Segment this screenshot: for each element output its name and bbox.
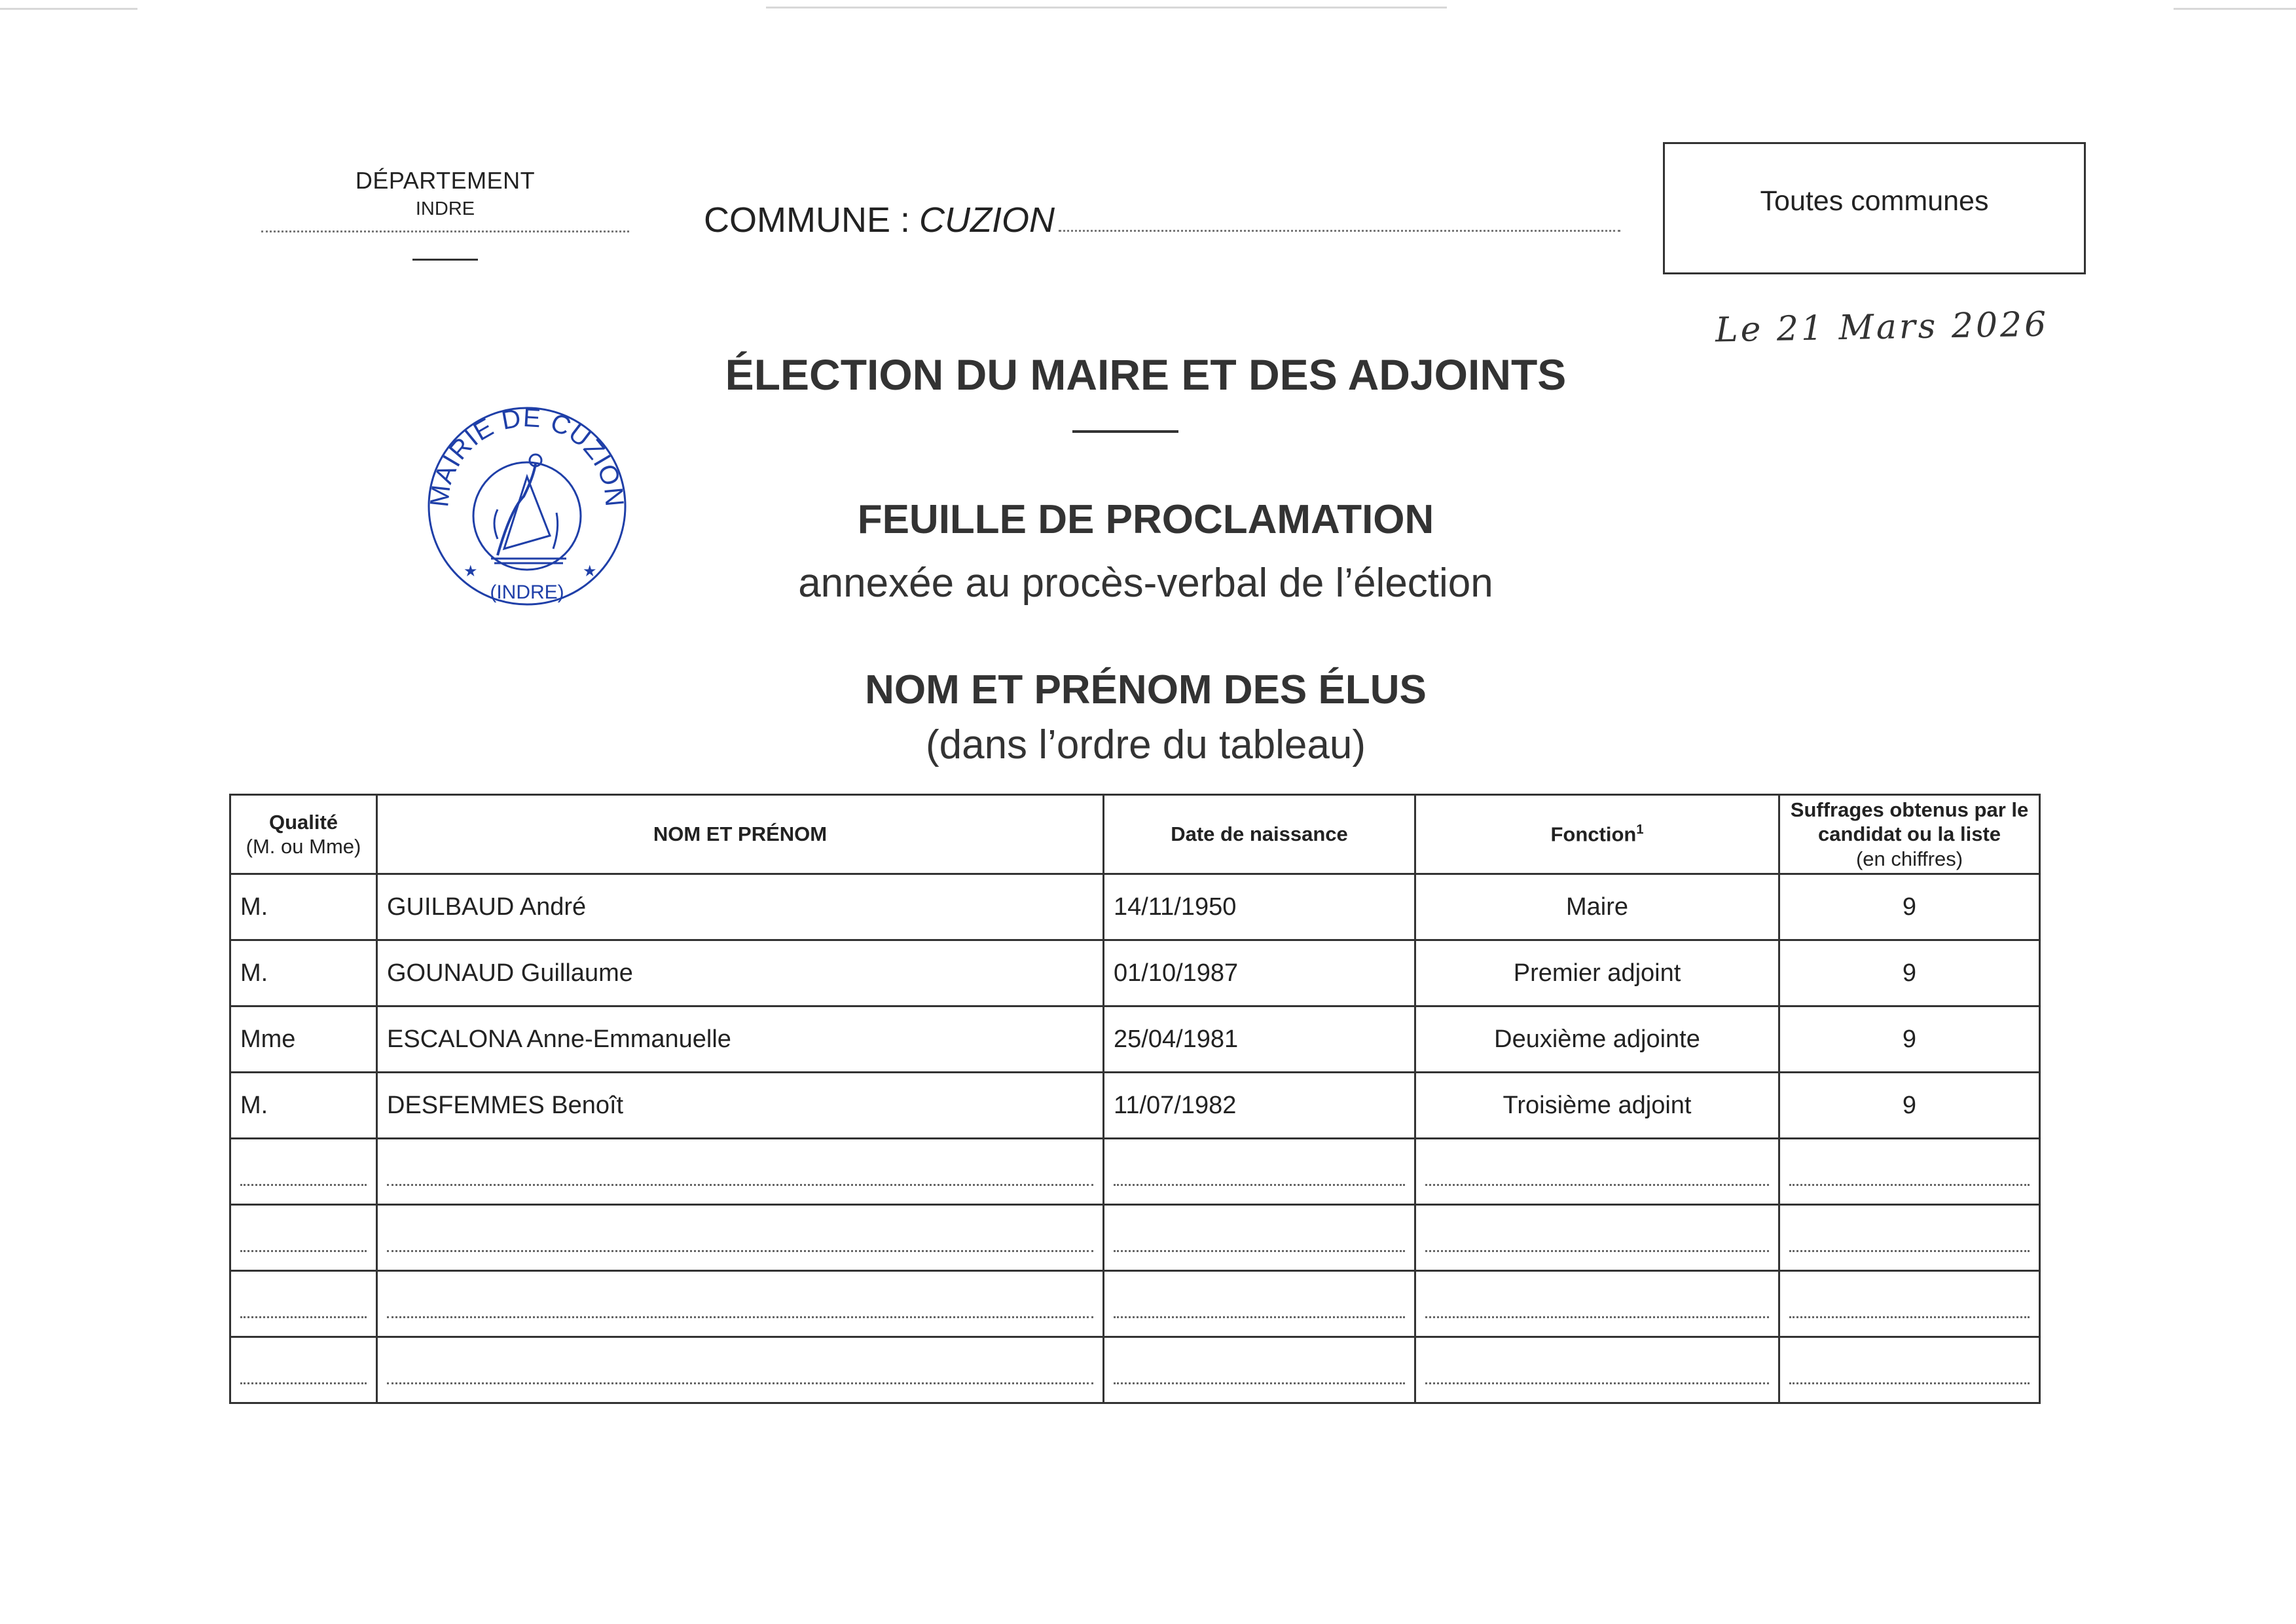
empty-cell: [1415, 1271, 1779, 1337]
header-fonction: [1415, 795, 1779, 874]
header-qualite-label: Qualité: [268, 810, 338, 834]
table-row: [230, 874, 2040, 940]
table-row-empty: [230, 1271, 2040, 1337]
seal-top-text: MAIRIE DE CUZION: [425, 403, 629, 509]
cell-nom: ESCALONA Anne-Emmanuelle: [377, 1006, 1104, 1073]
cell-fonction: Premier adjoint: [1415, 940, 1779, 1006]
names-subtitle: (dans l’ordre du tableau): [925, 722, 1366, 767]
header-fonction-label: Fonction: [1550, 822, 1637, 846]
table-row-empty: [230, 1205, 2040, 1271]
scan-edge-mark: [0, 8, 137, 10]
empty-cell: [230, 1337, 377, 1403]
cell-nom: GOUNAUD Guillaume: [377, 940, 1104, 1006]
seal-star-icon: ★: [464, 562, 478, 580]
empty-cell: [230, 1139, 377, 1205]
cell-date: 01/10/1987: [1104, 940, 1415, 1006]
commune-dotted-line: [1059, 230, 1620, 232]
cell-qualite: M.: [230, 940, 377, 1006]
header-nom: NOM ET PRÉNOM: [377, 795, 1104, 874]
main-title: ÉLECTION DU MAIRE ET DES ADJOINTS: [725, 350, 1567, 399]
header-qualite-sub: (M. ou Mme): [246, 835, 361, 858]
empty-cell: [1779, 1337, 2040, 1403]
header-suffrages: [1779, 795, 2040, 874]
seal-star-icon: ★: [583, 562, 597, 580]
empty-cell: [1104, 1139, 1415, 1205]
empty-cell: [1415, 1337, 1779, 1403]
empty-cell: [1415, 1205, 1779, 1271]
empty-cell: [230, 1205, 377, 1271]
cell-qualite: Mme: [230, 1006, 377, 1073]
seal-bottom-text: (INDRE): [490, 581, 564, 603]
commune-label: COMMUNE :: [704, 200, 910, 240]
empty-cell: [1415, 1139, 1779, 1205]
cell-nom: GUILBAUD André: [377, 874, 1104, 940]
empty-cell: [1104, 1337, 1415, 1403]
empty-cell: [377, 1271, 1104, 1337]
table-row-empty: [230, 1337, 2040, 1403]
cell-suffrages: 9: [1779, 874, 2040, 940]
cell-qualite: M.: [230, 874, 377, 940]
empty-cell: [1104, 1205, 1415, 1271]
names-title: NOM ET PRÉNOM DES ÉLUS: [865, 667, 1427, 712]
header-suffrages-sub: (en chiffres): [1855, 847, 1963, 870]
commune-name: CUZION: [919, 200, 1055, 240]
table-row-empty: [230, 1139, 2040, 1205]
header-suffrages-label: Suffrages obtenus par le candidat ou la liste: [1790, 798, 2029, 846]
departement-dash: [412, 259, 478, 261]
departement-name: INDRE: [415, 198, 475, 219]
proclamation-subtitle: annexée au procès-verbal de l’élection: [798, 561, 1493, 606]
mairie-seal-stamp: [419, 398, 635, 614]
table-header-row: [230, 795, 2040, 874]
handwritten-date: Le 21 Mars 2026: [1715, 304, 2049, 350]
empty-cell: [1779, 1205, 2040, 1271]
cell-qualite: M.: [230, 1073, 377, 1139]
commune-line: [704, 200, 1620, 240]
empty-cell: [377, 1337, 1104, 1403]
scan-edge-mark: [2174, 8, 2296, 10]
cell-suffrages: 9: [1779, 940, 2040, 1006]
cell-fonction: Maire: [1415, 874, 1779, 940]
empty-cell: [1104, 1271, 1415, 1337]
empty-cell: [377, 1139, 1104, 1205]
cell-fonction: Deuxième adjointe: [1415, 1006, 1779, 1073]
cell-date: 11/07/1982: [1104, 1073, 1415, 1139]
departement-block: [259, 167, 632, 261]
departement-dotted-line: [261, 231, 629, 232]
cell-date: 25/04/1981: [1104, 1006, 1415, 1073]
toutes-communes-box: [1663, 142, 2086, 274]
cell-date: 14/11/1950: [1104, 874, 1415, 940]
table-row: [230, 1073, 2040, 1139]
scan-edge-mark: [766, 7, 1447, 9]
header-date: Date de naissance: [1104, 795, 1415, 874]
cell-suffrages: 9: [1779, 1073, 2040, 1139]
toutes-communes-label: Toutes communes: [1760, 185, 1989, 217]
empty-cell: [1779, 1139, 2040, 1205]
cell-suffrages: 9: [1779, 1006, 2040, 1073]
proclamation-title: FEUILLE DE PROCLAMATION: [857, 497, 1434, 542]
cell-nom: DESFEMMES Benoît: [377, 1073, 1104, 1139]
cell-fonction: Troisième adjoint: [1415, 1073, 1779, 1139]
footnote-marker: 1: [1636, 822, 1644, 838]
table-row: [230, 940, 2040, 1006]
empty-cell: [377, 1205, 1104, 1271]
departement-label: DÉPARTEMENT: [355, 167, 536, 194]
table-row: [230, 1006, 2040, 1073]
title-separator: [1072, 430, 1178, 433]
elus-table: [229, 794, 2041, 1404]
header-qualite: [230, 795, 377, 874]
empty-cell: [1779, 1271, 2040, 1337]
empty-cell: [230, 1271, 377, 1337]
